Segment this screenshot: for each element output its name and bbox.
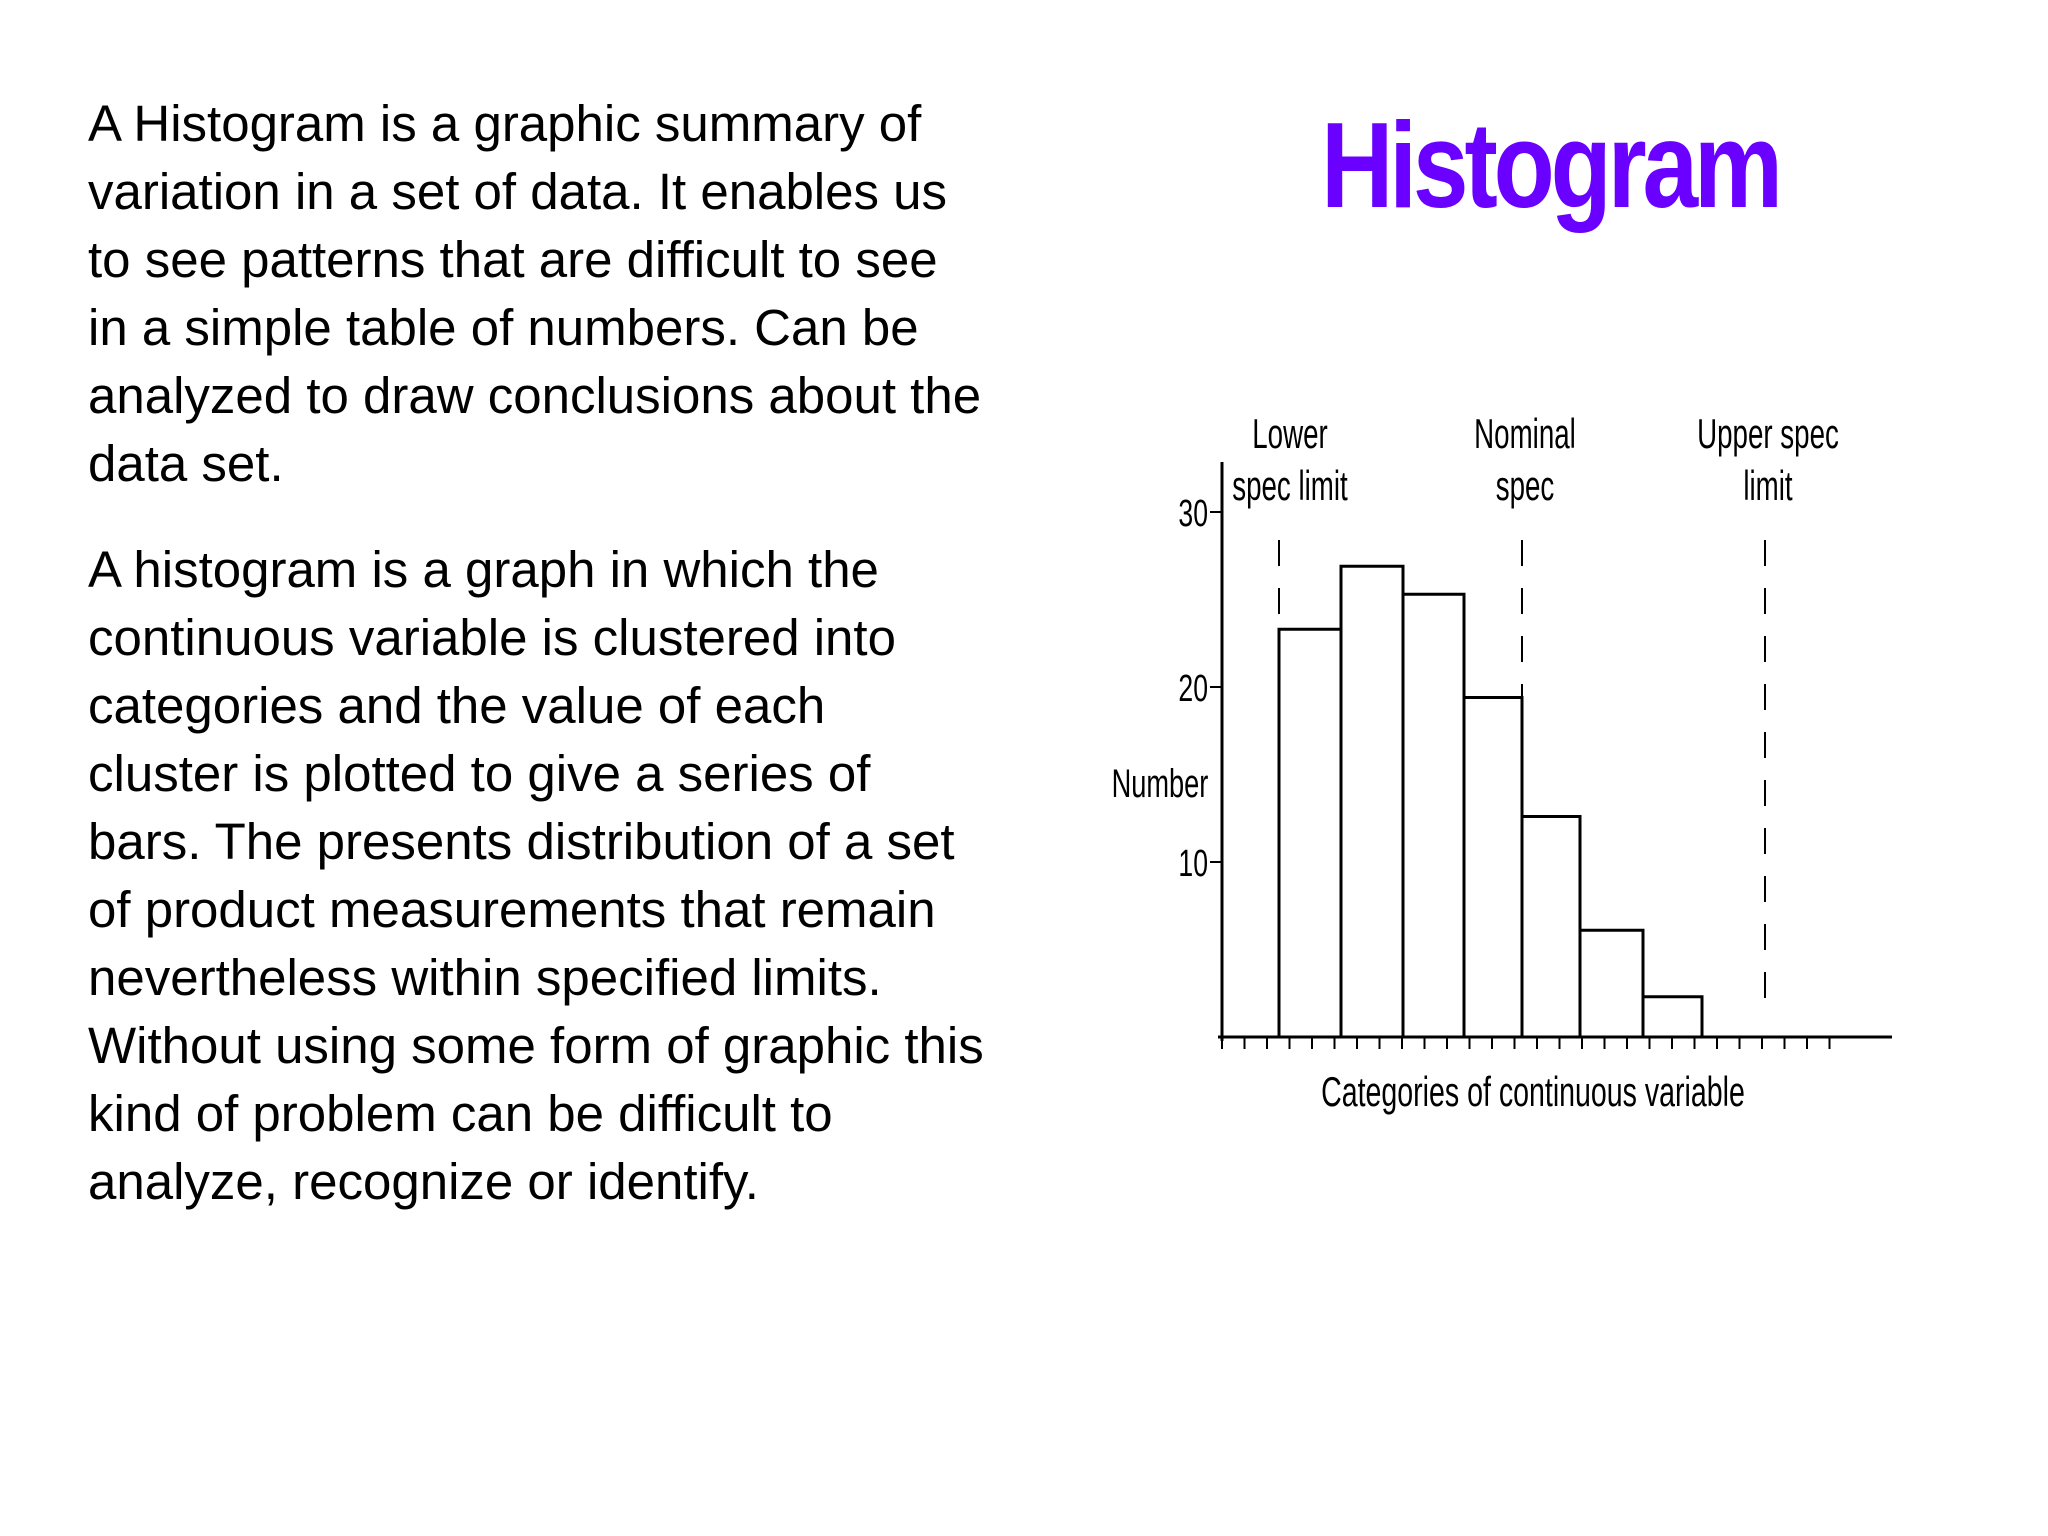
- histogram-bar: [1279, 629, 1341, 1037]
- histogram-bar: [1643, 997, 1702, 1037]
- histogram-bar: [1464, 698, 1522, 1038]
- histogram-bar: [1580, 930, 1643, 1037]
- paragraph-definition: A Histogram is a graphic summary of variation in a set of data. It enables us to see patterns that are difficult to see in a simple table of numbers. Can be analyzed to draw conclusions about the data set.: [88, 95, 982, 492]
- y-tick-label: 30: [1178, 491, 1208, 535]
- histogram-bar: [1522, 817, 1580, 1038]
- y-tick-label: 20: [1178, 666, 1208, 710]
- slide-title: Histogram: [1321, 97, 1779, 233]
- spec-annotation-label: Nominal: [1474, 410, 1576, 458]
- spec-annotation-label: Lower: [1252, 410, 1328, 458]
- y-axis-title: Number: [1111, 761, 1209, 807]
- spec-annotation-label: limit: [1743, 462, 1793, 510]
- spec-annotation-label: Upper spec: [1697, 410, 1839, 458]
- spec-annotation-label: spec: [1495, 462, 1555, 510]
- histogram-bar: [1341, 566, 1403, 1037]
- spec-annotation-label: spec limit: [1232, 462, 1348, 510]
- x-axis-title: Categories of continuous variable: [1321, 1067, 1745, 1116]
- y-tick-label: 10: [1178, 841, 1208, 885]
- paragraph-explanation: A histogram is a graph in which the continuous variable is clustered into categories and the value of each cluster is plotted to give a series of bars. The presents distribution of a set of product measurements that remain nevertheless within specified limits. Without using some form of graphic this kind of problem can be difficult to analyze, recognize or identify.: [88, 541, 984, 1210]
- histogram-bar: [1403, 594, 1464, 1037]
